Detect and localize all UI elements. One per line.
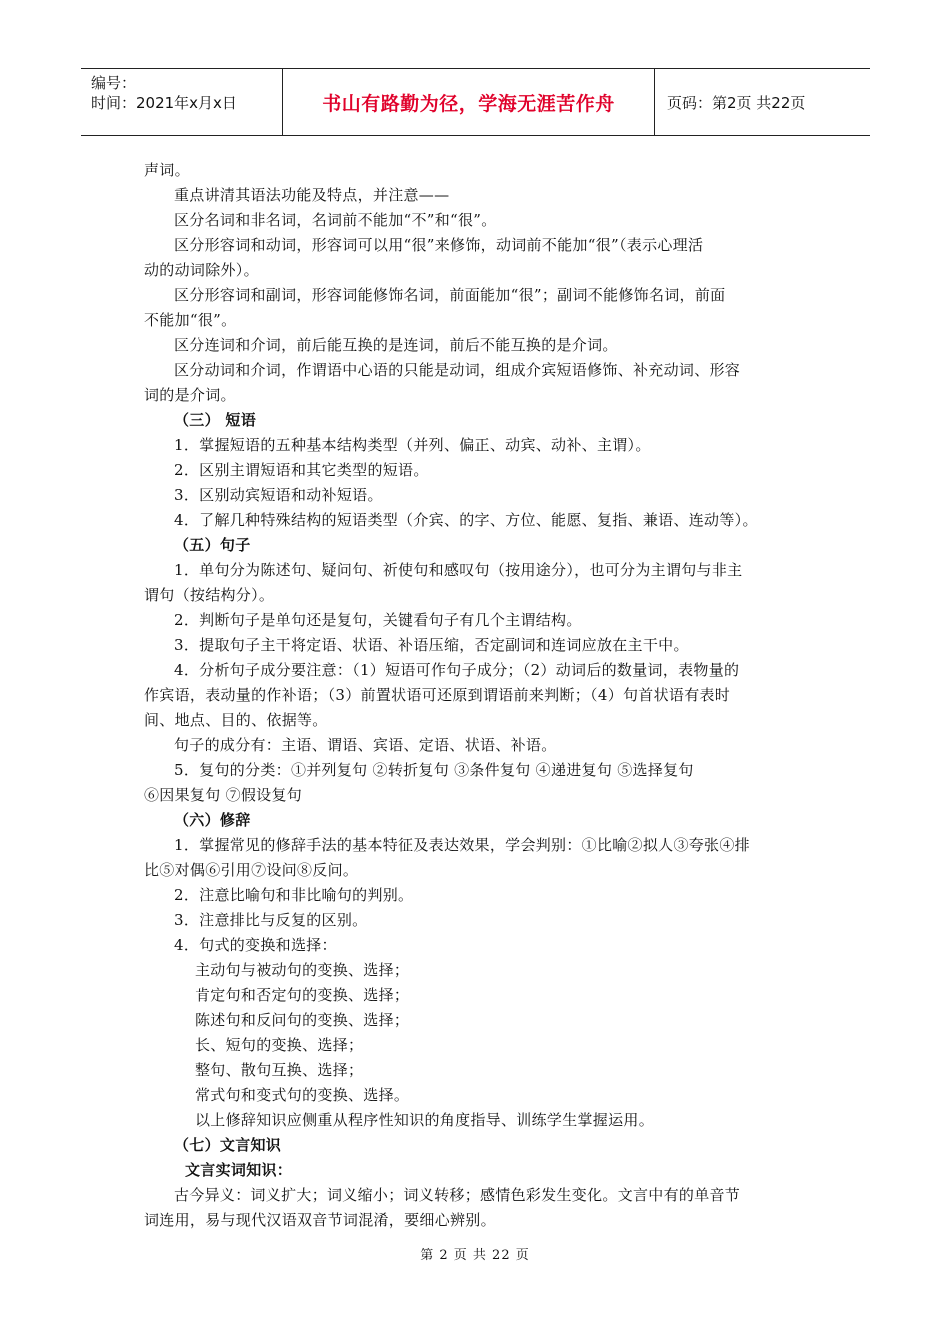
- text-line: 区分连词和介词，前后能互换的是连词，前后不能互换的是介词。: [174, 336, 618, 354]
- text-line: 句子的成分有：主语、谓语、宾语、定语、状语、补语。: [174, 736, 557, 754]
- text-line: 古今异义：词义扩大；词义缩小；词义转移；感情色彩发生变化。文言中有的单音节: [174, 1186, 741, 1204]
- text-line: 4．分析句子成分要注意：（1）短语可作句子成分；（2）动词后的数量词，表物量的: [174, 661, 740, 679]
- text-line: 区分动词和介词，作谓语中心语的只能是动词，组成介宾短语修饰、补充动词、形容: [174, 361, 741, 379]
- text-line: 声词。: [144, 161, 190, 179]
- text-line: 作宾语，表动量的作补语；（3）前置状语可还原到谓语前来判断；（4）句首状语有表时: [144, 686, 731, 704]
- section-heading: （六）修辞: [174, 811, 251, 829]
- text-line: 重点讲清其语法功能及特点，并注意——: [174, 186, 450, 204]
- text-line: 动的动词除外）。: [144, 261, 259, 279]
- text-line: 长、短句的变换、选择；: [195, 1036, 364, 1054]
- subsection-heading: 文言实词知识：: [185, 1161, 293, 1179]
- text-line: 3．区别动宾短语和动补短语。: [174, 486, 383, 504]
- header-page-label: 页码：第2页 共22页: [667, 93, 806, 112]
- text-line: 陈述句和反问句的变换、选择；: [195, 1011, 410, 1029]
- header-motto: 书山有路勤为径，学海无涯苦作舟: [283, 69, 655, 135]
- text-line: 3．注意排比与反复的区别。: [174, 911, 368, 929]
- text-line: 1．掌握常见的修辞手法的基本特征及表达效果，学会判别：①比喻②拟人③夸张④排: [174, 836, 750, 854]
- time-label: 时间：2021年x月x日: [91, 94, 237, 112]
- text-line: 常式句和变式句的变换、选择。: [195, 1086, 410, 1104]
- text-line: 2．注意比喻句和非比喻句的判别。: [174, 886, 414, 904]
- text-line: 区分名词和非名词，名词前不能加“不”和“很”。: [174, 211, 497, 229]
- text-line: ⑥因果复句 ⑦假设复句: [144, 786, 303, 804]
- text-line: 1．单句分为陈述句、疑问句、祈使句和感叹句（按用途分），也可分为主谓句与非主: [174, 561, 743, 579]
- text-line: 主动句与被动句的变换、选择；: [195, 961, 410, 979]
- text-line: 词连用，易与现代汉语双音节词混淆，要细心辨别。: [144, 1211, 496, 1229]
- document-body: [144, 158, 812, 1233]
- text-line: 词的是介词。: [144, 386, 236, 404]
- text-line: 2．判断句子是单句还是复句，关键看句子有几个主谓结构。: [174, 611, 582, 629]
- section-heading: （七）文言知识: [174, 1136, 282, 1154]
- text-line: 整句、散句互换、选择；: [195, 1061, 364, 1079]
- text-line: 谓句（按结构分）。: [144, 586, 275, 604]
- text-line: 间、地点、目的、依据等。: [144, 711, 328, 729]
- text-line: 比⑤对偶⑥引用⑦设问⑧反问。: [144, 861, 359, 879]
- text-line: 4．了解几种特殊结构的短语类型（介宾、的字、方位、能愿、复指、兼语、连动等）。: [174, 511, 758, 529]
- section-heading: （三） 短语: [174, 411, 257, 429]
- text-line: 以上修辞知识应侧重从程序性知识的角度指导、训练学生掌握运用。: [195, 1111, 655, 1129]
- text-line: 2．区别主谓短语和其它类型的短语。: [174, 461, 429, 479]
- page-footer: 第 2 页 共 22 页: [420, 1248, 530, 1263]
- text-line: 区分形容词和副词，形容词能修饰名词，前面能加“很”；副词不能修饰名词，前面: [174, 286, 726, 304]
- header-meta: [81, 69, 283, 135]
- text-line: 不能加“很”。: [144, 311, 237, 329]
- section-heading: （五）句子: [174, 536, 251, 554]
- text-line: 4．句式的变换和选择：: [174, 936, 337, 954]
- text-line: 区分形容词和动词，形容词可以用“很”来修饰，动词前不能加“很”（表示心理活: [174, 236, 704, 254]
- text-line: 5．复句的分类：①并列复句 ②转折复句 ③条件复句 ④递进复句 ⑤选择复句: [174, 761, 694, 779]
- text-line: 3．提取句子主干将定语、状语、补语压缩，否定副词和连词应放在主干中。: [174, 636, 689, 654]
- page-header: [81, 68, 870, 136]
- text-line: 1．掌握短语的五种基本结构类型（并列、偏正、动宾、动补、主谓）。: [174, 436, 651, 454]
- text-line: 肯定句和否定句的变换、选择；: [195, 986, 410, 1004]
- number-label: 编号：: [91, 74, 137, 92]
